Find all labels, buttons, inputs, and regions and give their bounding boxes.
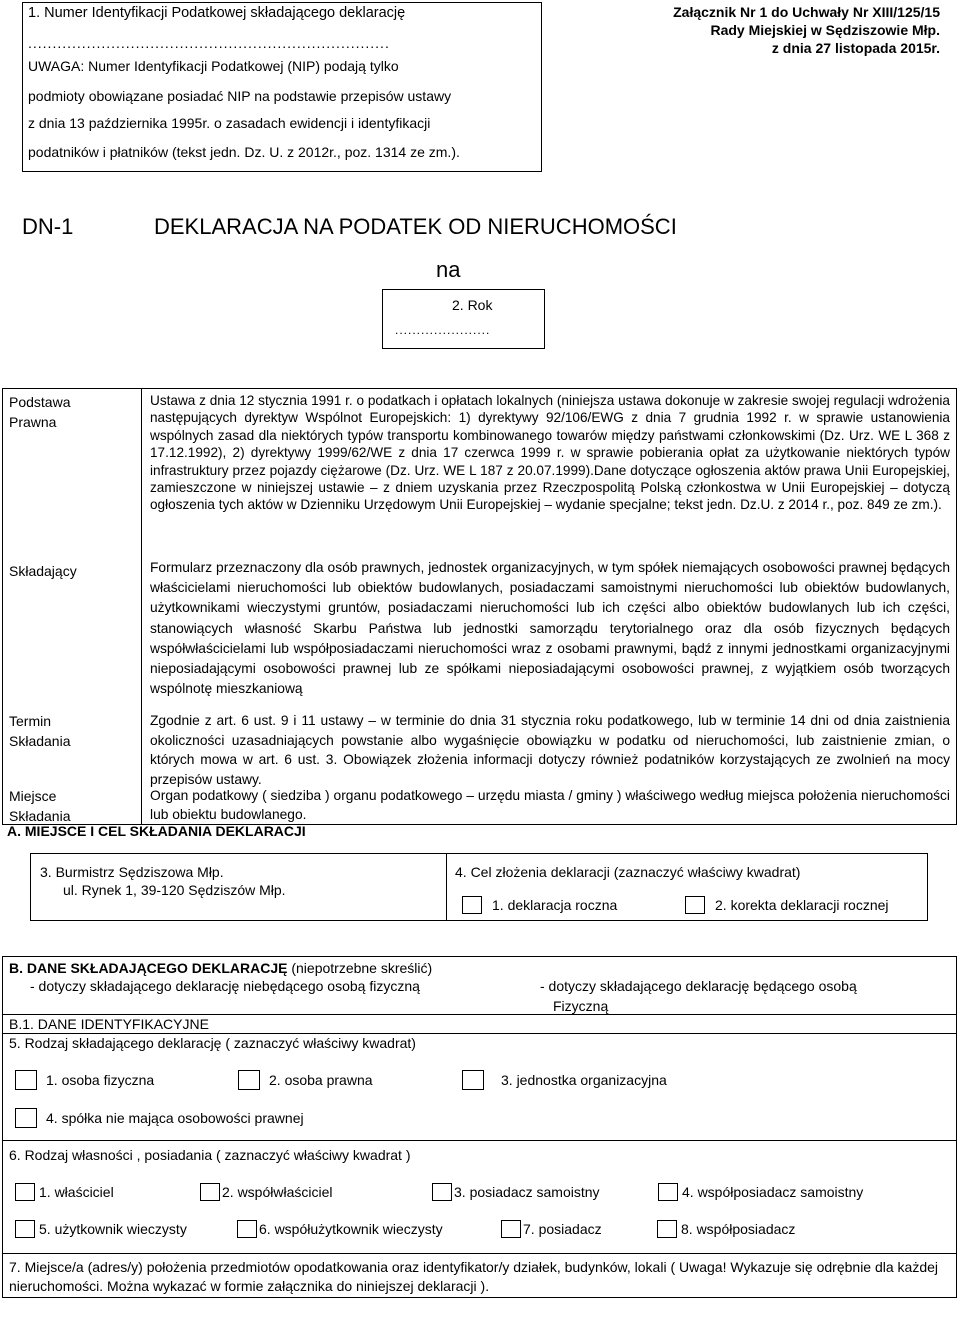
label-line: Termin (9, 713, 52, 729)
checkbox[interactable] (15, 1070, 37, 1090)
label-line: Podstawa (9, 394, 71, 410)
option-label: 8. współposiadacz (681, 1221, 796, 1237)
podstawa-label (9, 392, 70, 432)
wlasnosc-option-wlasciciel[interactable] (15, 1183, 114, 1201)
checkbox[interactable] (15, 1183, 35, 1201)
miejsce-label (9, 786, 71, 826)
label-line: Składania (9, 733, 71, 749)
option-label: 5. użytkownik wieczysty (39, 1221, 187, 1237)
podstawa-text: Ustawa z dnia 12 stycznia 1991 r. o podatkach i opłatach lokalnych (niniejsza ustawa dokonuje w zakresie swojej regulacji wdrożenia następujących dyrektyw Wspólnot Europejskich: 1) dyrektywy 92/106/EWG z dnia 7 grudnia 1992 r. w sprawie ustanowienia wspólnych zasad dla niektórych typów transportu kombinowanego towarów między państwami członkowskimi (Dz. Urz. WE L 368 z 17.12.1992), 2) dyrektywy 1999/62/WE z dnia 17 czerwca 1999 r. w sprawie pobierania opłat za użytkowanie niektórych typów infrastruktury przez pojazdy ciężarowe (Dz. Urz. WE L 187 z 20.07.1999).Dane dotyczące ogłoszenia aktów prawa Unii Europejskiej, zamieszczone w niniejszej ustawie – z dniem uzyskania przez Rzeczpospolitą Polską członkostwa w Unii Europejskiej – dotyczą ogłoszenia tych aktów w Dzienniku Urzędowym Unii Europejskiej – wydanie specjalne; tekst jedn. Dz.U. z 2014 r., poz. 849 ze zm.). (150, 393, 950, 513)
skladajacy-label: Składający (9, 563, 77, 579)
nip-note-line: z dnia 13 października 1995r. o zasadach ewidencji i identyfikacji (28, 115, 431, 131)
organ-address: ul. Rynek 1, 39-120 Sędziszów Młp. (63, 882, 286, 898)
checkbox[interactable] (685, 896, 705, 914)
option-label: 6. współużytkownik wieczysty (259, 1221, 443, 1237)
wlasnosc-option-wspolposiadacz[interactable] (657, 1220, 795, 1238)
checkbox[interactable] (238, 1070, 260, 1090)
cel-option-roczna[interactable] (462, 896, 617, 914)
checkbox[interactable] (501, 1220, 521, 1238)
form-title: DEKLARACJA NA PODATEK OD NIERUCHOMOŚCI (154, 214, 677, 239)
option-label: 1. deklaracja roczna (492, 897, 618, 913)
cel-label: 4. Cel złożenia deklaracji (zaznaczyć właściwy kwadrat) (455, 864, 801, 880)
nip-note-line: podmioty obowiązane posiadać NIP na podstawie przepisów ustawy (28, 88, 452, 104)
nip-label: 1. Numer Identyfikacji Podatkowej składającego deklarację (28, 5, 406, 21)
option-label: 1. osoba fizyczna (46, 1072, 155, 1088)
cel-option-korekta[interactable] (685, 896, 889, 914)
annex-line: Rady Miejskiej w Sędziszowie Młp. (710, 22, 940, 38)
year-field[interactable]: ...................... (395, 323, 491, 337)
rodzaj-option-osoba-fizyczna[interactable] (15, 1070, 154, 1090)
b1-heading: B.1. DANE IDENTYFIKACYJNE (9, 1016, 209, 1032)
wlasnosc-option-wspolposiadacz-samoistny[interactable] (658, 1183, 863, 1201)
organ-name: 3. Burmistrz Sędziszowa Młp. (40, 864, 224, 880)
checkbox[interactable] (237, 1220, 257, 1238)
option-label: 2. współwłaściciel (222, 1184, 333, 1200)
label-line: Składania (9, 808, 71, 824)
skladajacy-text: Formularz przeznaczony dla osób prawnych, jednostek organizacyjnych, w tym spółek niemających osobowości prawnej będących właścicielami nieruchomości lub obiektów budowlanych, posiadaczami samoistnymi nieruchomości lub obiektów budowlanych, użytkownikami wieczystymi gruntów, posiadaczami nieruchomości lub ich części albo obiektów budowlanych lub ich części, stanowiących własność Skarbu Państwa lub jednostki samorządu terytorialnego oraz dla osób fizycznych będących współwłaścicielami lub współposiadaczami nieruchomości wraz z osobami prawnymi, bądź z innymi jednostkami organizacyjnymi nieposiadającymi osobowości prawnej lub ze spółkami nieposiadającymi osobowości prawnej, z wyjątkiem osób tworzących wspólnotę mieszkaniową (150, 560, 950, 697)
form-code: DN-1 (22, 214, 74, 239)
label-line: Prawna (9, 414, 57, 430)
option-label: 4. spółka nie mająca osobowości prawnej (46, 1110, 304, 1126)
wlasnosc-option-posiadacz-samoistny[interactable] (432, 1183, 600, 1201)
annex-line: Załącznik Nr 1 do Uchwały Nr XIII/125/15 (673, 4, 940, 20)
label-line: Miejsce (9, 788, 57, 804)
section-a-divider (446, 853, 447, 921)
wlasnosc-option-wspoluzytkownik[interactable] (237, 1220, 443, 1238)
option-label: 4. współposiadacz samoistny (682, 1184, 864, 1200)
option-label: 2. korekta deklaracji rocznej (715, 897, 889, 913)
rodzaj-option-osoba-prawna[interactable] (238, 1070, 373, 1090)
rodzaj-option-jednostka[interactable] (462, 1070, 667, 1090)
checkbox[interactable] (462, 896, 482, 914)
section-b-heading (9, 958, 432, 978)
info-divider (141, 388, 142, 825)
heading-bold: B. DANE SKŁADAJĄCEGO DEKLARACJĘ (9, 960, 288, 976)
wlasnosc-option-wspolwlasciciel[interactable] (200, 1183, 332, 1201)
option-label: 1. właściciel (39, 1184, 114, 1200)
wlasnosc-option-posiadacz[interactable] (501, 1220, 602, 1238)
checkbox[interactable] (432, 1183, 452, 1201)
hline (2, 1253, 957, 1254)
heading-rest: (niepotrzebne skreślić) (287, 960, 433, 976)
option-label: 3. jednostka organizacyjna (501, 1072, 667, 1088)
checkbox[interactable] (657, 1220, 677, 1238)
option-label: 7. posiadacz (523, 1221, 602, 1237)
checkbox[interactable] (15, 1108, 37, 1128)
nip-note: UWAGA: Numer Identyfikacji Podatkowej (NIP) podają tylko (28, 58, 399, 74)
option-label: 3. posiadacz samoistny (454, 1184, 600, 1200)
hline (2, 1140, 957, 1141)
right-note-line: - dotyczy składającego deklarację będącego osobą (540, 978, 857, 994)
checkbox[interactable] (658, 1183, 678, 1201)
rodzaj-option-spolka[interactable] (15, 1108, 304, 1128)
section-a-heading: A. MIEJSCE I CEL SKŁADANIA DEKLARACJI (7, 823, 306, 839)
left-note: - dotyczy składającego deklarację niebędącego osobą fizyczną (30, 978, 420, 994)
form-title-na: na (436, 257, 461, 282)
termin-label (9, 711, 71, 751)
miejsce-text: Organ podatkowy ( siedziba ) organu podatkowego – urzędu miasta / gminy ) właściwego według miejsca położenia nieruchomości lub obiektu budowlanego. (150, 788, 950, 822)
right-note-line: Fizyczną (553, 998, 609, 1014)
nip-note-line: podatników i płatników (tekst jedn. Dz. U. z 2012r., poz. 1314 ze zm.). (28, 144, 460, 160)
year-label: 2. Rok (452, 297, 493, 313)
miejsce-polozenia-label: 7. Miejsce/a (adres/y) położenia przedmiotów opodatkowania oraz identyfikator/y działek, budynków, lokali ( Uwaga! Wykazuje się odrębnie dla każdej nieruchomości. Można wykazać w formie załącznika do niniejszej deklaracji ). (9, 1259, 939, 1294)
rodzaj-label: 5. Rodzaj składającego deklarację ( zaznaczyć właściwy kwadrat) (9, 1035, 416, 1051)
checkbox[interactable] (200, 1183, 220, 1201)
termin-text: Zgodnie z art. 6 ust. 9 i 11 ustawy – w terminie do dnia 31 stycznia roku podatkowego, lub w terminie 14 dni od dnia zaistnienia okoliczności uzasadniających powstanie albo wygaśnięcie obowiązku w podatku od nieruchomości, lub zaistnienie zmian, o których mowa w art. 6 ust. 3. Obowiązek złożenia informacji dotyczy również podatników korzystających ze zwolnień na mocy przepisów ustawy. (150, 713, 950, 787)
nip-value-field[interactable]: .......................................................................... (28, 35, 390, 51)
option-label: 2. osoba prawna (269, 1072, 373, 1088)
checkbox[interactable] (462, 1070, 484, 1090)
annex-line: z dnia 27 listopada 2015r. (771, 40, 940, 56)
annex-header (673, 3, 940, 57)
wlasnosc-label: 6. Rodzaj własności , posiadania ( zaznaczyć właściwy kwadrat ) (9, 1147, 411, 1163)
right-note (540, 976, 857, 1016)
wlasnosc-option-uzytkownik-wieczysty[interactable] (15, 1220, 187, 1238)
checkbox[interactable] (15, 1220, 35, 1238)
